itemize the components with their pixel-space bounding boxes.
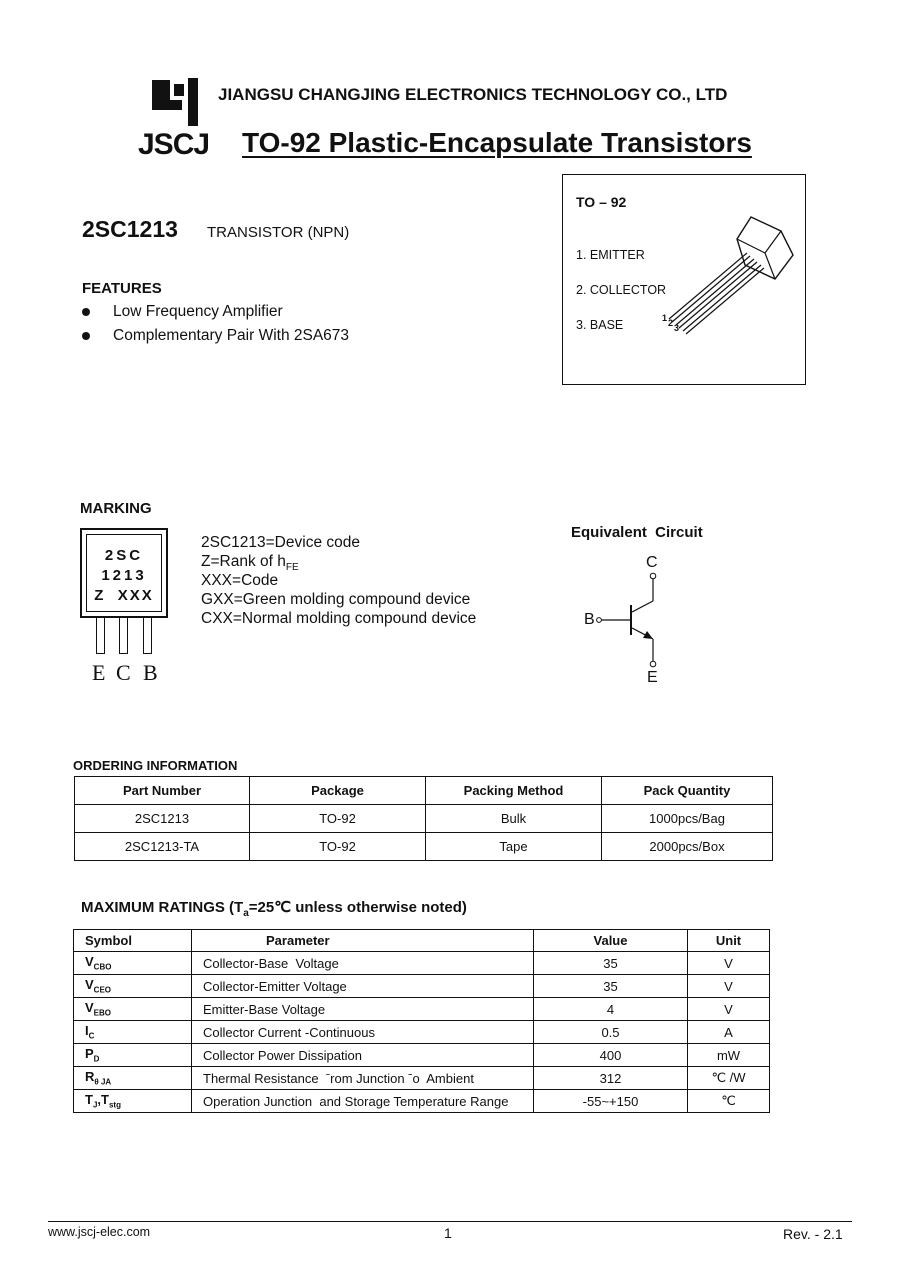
table-row [74, 1090, 770, 1113]
symbol-cell: $I_C$ [74, 1021, 192, 1044]
marking-line: 1213 [101, 567, 147, 584]
bullet-icon [82, 308, 90, 316]
circuit-label-b: B [584, 611, 595, 628]
table-cell: 1000pcs/Bag [602, 805, 773, 833]
circuit-label-c: C [646, 554, 658, 571]
pin-3-label: 3. BASE [576, 318, 624, 332]
bullet-icon [82, 332, 90, 340]
marking-pin [96, 618, 105, 654]
column-header: Part Number [75, 777, 250, 805]
marking-line: Z XXX [94, 587, 154, 604]
feature-item: Complementary Pair With 2SA673 [113, 327, 350, 344]
pin-label-e: E [92, 660, 106, 685]
value-cell: 0.5 [534, 1021, 688, 1044]
parameter-cell: Emitter-Base Voltage [192, 998, 534, 1021]
company-name: JIANGSU CHANGJING ELECTRONICS TECHNOLOGY CO., LTD [218, 85, 728, 104]
table-cell: 2000pcs/Box [602, 833, 773, 861]
table-row [74, 952, 770, 975]
pin-label-c: C [116, 660, 131, 685]
value-cell: -55~+150 [534, 1090, 688, 1113]
column-header: Symbol [74, 930, 192, 952]
table-cell: TO-92 [250, 805, 426, 833]
value-cell: 400 [534, 1044, 688, 1067]
table-cell: 2SC1213-TA [75, 833, 250, 861]
logo-text: JSCJ [138, 128, 210, 161]
table-row [74, 975, 770, 998]
value-cell: 35 [534, 952, 688, 975]
part-type: TRANSISTOR (NPN) [207, 224, 350, 241]
features-heading: FEATURES [82, 280, 162, 297]
footer-url[interactable]: www.jscj-elec.com [48, 1225, 151, 1239]
marking-pin [143, 618, 152, 654]
table-cell: 2SC1213 [75, 805, 250, 833]
unit-cell: ℃ [688, 1090, 770, 1113]
footer-revision: Rev. - 2.1 [783, 1226, 843, 1242]
column-header: Unit [688, 930, 770, 952]
part-number: 2SC1213 [82, 216, 178, 242]
footer-divider [48, 1221, 852, 1222]
parameter-cell: Operation Junction and Storage Temperature Range [192, 1090, 534, 1113]
table-cell: TO-92 [250, 833, 426, 861]
pin-number-2: 2 [668, 318, 674, 328]
table-cell: Tape [426, 833, 602, 861]
parameter-cell: Collector Current -Continuous [192, 1021, 534, 1044]
unit-cell: A [688, 1021, 770, 1044]
package-box [562, 174, 806, 385]
pin-label-b: B [143, 660, 158, 685]
equivalent-circuit-heading: Equivalent Circuit [571, 524, 703, 541]
parameter-cell: Thermal Resistance ˉrom Junction ˉo Ambient [192, 1067, 534, 1090]
table-row [74, 1067, 770, 1090]
feature-item: Low Frequency Amplifier [113, 303, 283, 320]
company-logo [138, 78, 210, 160]
ordering-heading: ORDERING INFORMATION [73, 758, 238, 773]
unit-cell: V [688, 952, 770, 975]
table-header-row [75, 777, 773, 805]
symbol-cell: $P_D$ [74, 1044, 192, 1067]
marking-line: 2SC [104, 547, 144, 564]
symbol-cell: $T_J,T_{stg}$ [74, 1090, 192, 1113]
unit-cell: V [688, 998, 770, 1021]
marking-legend-line: CXX=Normal molding compound device [201, 610, 477, 627]
table-row [74, 998, 770, 1021]
marking-package-body [80, 528, 168, 618]
ordering-table [74, 776, 773, 861]
column-header: Package [250, 777, 426, 805]
table-header-row [74, 930, 770, 952]
column-header: Pack Quantity [602, 777, 773, 805]
value-cell: 35 [534, 975, 688, 998]
unit-cell: mW [688, 1044, 770, 1067]
table-row [75, 805, 773, 833]
marking-legend-line: GXX=Green molding compound device [201, 591, 471, 608]
symbol-cell: $V_{CEO}$ [74, 975, 192, 998]
footer-page-number: 1 [444, 1225, 452, 1241]
pin-2-label: 2. COLLECTOR [576, 283, 667, 297]
parameter-cell: Collector-Emitter Voltage [192, 975, 534, 998]
ratings-table [73, 929, 770, 1113]
npn-transistor-symbol-icon [580, 555, 700, 685]
marking-legend-line: Z=Rank of $h_{FE}$ [201, 553, 299, 574]
unit-cell: ℃ /W [688, 1067, 770, 1090]
parameter-cell: Collector-Base Voltage [192, 952, 534, 975]
column-header: Packing Method [426, 777, 602, 805]
marking-pin [119, 618, 128, 654]
package-title: TO – 92 [576, 194, 627, 210]
symbol-cell: $V_{EBO}$ [74, 998, 192, 1021]
symbol-cell: $R_{\theta JA}$ [74, 1067, 192, 1090]
parameter-cell: Collector Power Dissipation [192, 1044, 534, 1067]
table-row [74, 1044, 770, 1067]
logo-mark-icon [150, 78, 222, 128]
table-row [74, 1021, 770, 1044]
marking-legend-line: XXX=Code [201, 572, 279, 589]
pin-number-1: 1 [662, 313, 668, 323]
to92-package-drawing [653, 205, 803, 365]
column-header: Value [534, 930, 688, 952]
table-cell: Bulk [426, 805, 602, 833]
symbol-cell: $V_{CBO}$ [74, 952, 192, 975]
column-header: Parameter [192, 930, 534, 952]
unit-cell: V [688, 975, 770, 998]
marking-legend-line: 2SC1213=Device code [201, 534, 360, 551]
ratings-heading: MAXIMUM RATINGS ($T_a=25℃$ unless otherwise noted) [81, 899, 467, 919]
marking-heading: MARKING [80, 500, 152, 517]
value-cell: 312 [534, 1067, 688, 1090]
document-title: TO-92 Plastic-Encapsulate Transistors [242, 127, 752, 158]
table-row [75, 833, 773, 861]
circuit-label-e: E [647, 669, 658, 686]
value-cell: 4 [534, 998, 688, 1021]
pin-number-3: 3 [674, 323, 680, 333]
pin-1-label: 1. EMITTER [576, 248, 645, 262]
